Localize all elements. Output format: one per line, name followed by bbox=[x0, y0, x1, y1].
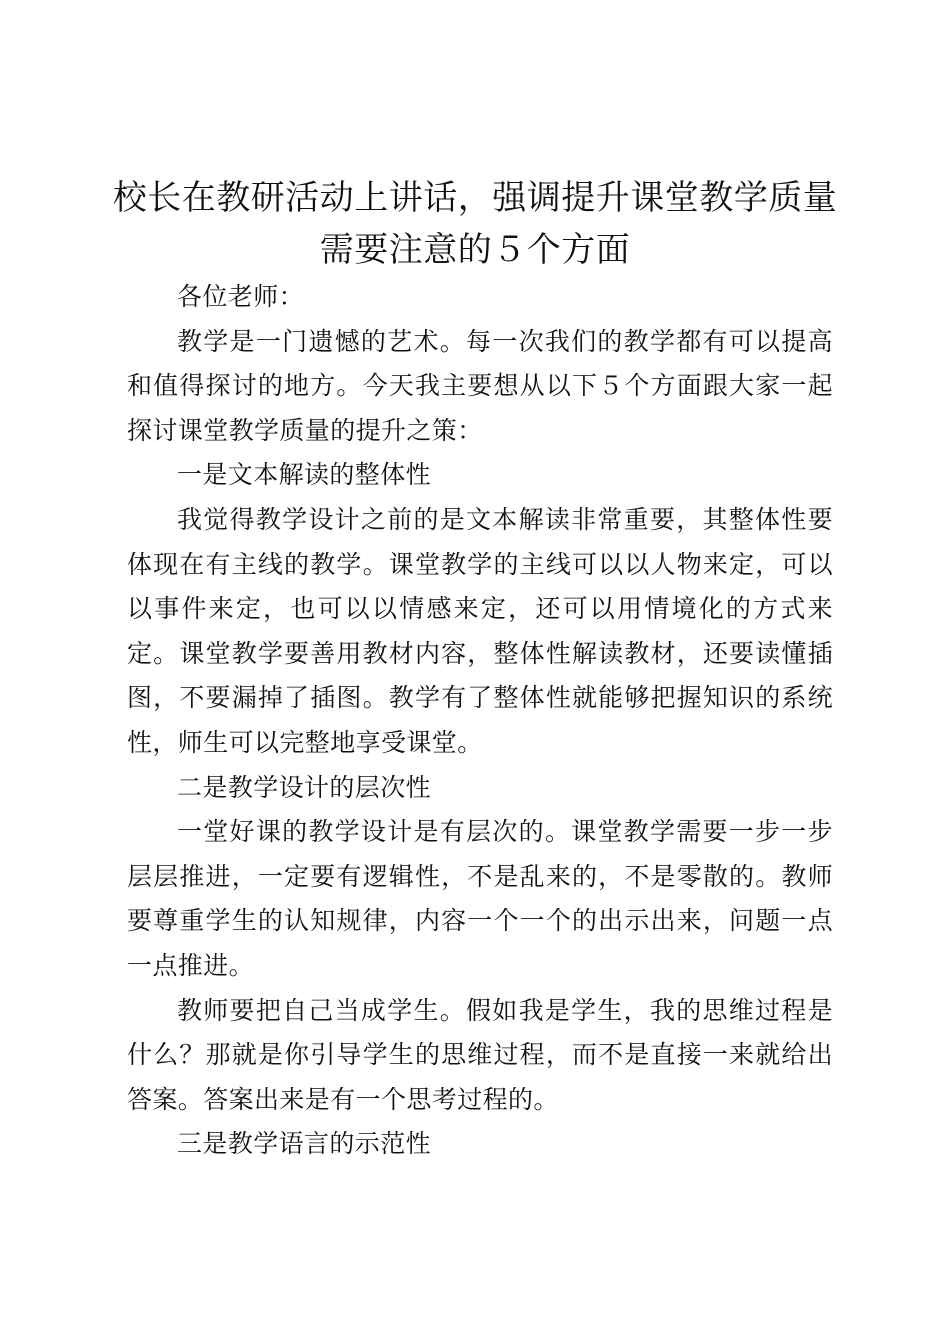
section-heading-1: 一是文本解读的整体性 bbox=[177, 460, 432, 490]
body-paragraph: 我觉得教学设计之前的是文本解读非常重要，其整体性要体现在有主线的教学。课堂教学的主线可以以人物来定，可以以事件来定，也可以以情感来定，还可以用情境化的方式来定。课堂教学要善用教材内容，整体性解读教材，还要读懂插图，不要漏掉了插图。教学有了整体性就能够把握知识的系统性，师生可以完整地享受课堂。 bbox=[127, 504, 833, 757]
document-body bbox=[127, 275, 833, 1167]
salutation-paragraph: 各位老师： bbox=[177, 282, 305, 311]
body-paragraph: 一堂好课的教学设计是有层次的。课堂教学需要一步一步层层推进，一定要有逻辑性，不是乱来的，不是零散的。教师要尊重学生的认知规律，内容一个一个的出示出来，问题一点一点推进。 bbox=[127, 817, 833, 980]
document-title: 校长在教研活动上讲话，强调提升课堂教学质量需要注意的５个方面 bbox=[112, 178, 838, 270]
section-heading-2: 二是教学设计的层次性 bbox=[177, 772, 432, 802]
body-paragraph: 教师要把自己当成学生。假如我是学生，我的思维过程是什么？那就是你引导学生的思维过程，而不是直接一来就给出答案。答案出来是有一个思考过程的。 bbox=[127, 995, 833, 1114]
section-heading-3: 三是教学语言的示范性 bbox=[177, 1129, 432, 1159]
intro-paragraph: 教学是一门遗憾的艺术。每一次我们的教学都有可以提高和值得探讨的地方。今天我主要想从以下５个方面跟大家一起探讨课堂教学质量的提升之策： bbox=[127, 326, 833, 445]
